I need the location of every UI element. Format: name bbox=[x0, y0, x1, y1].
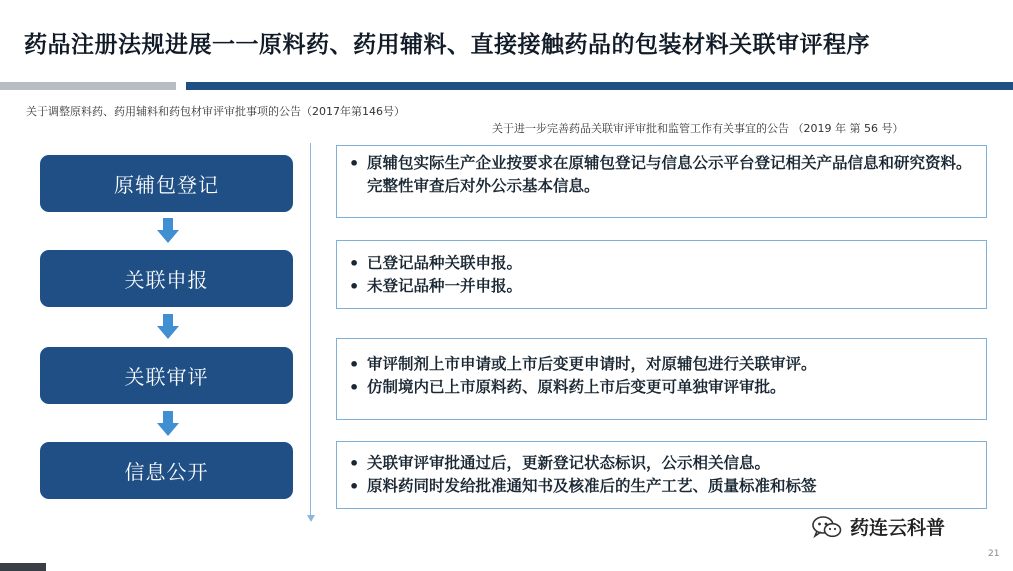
bullet-dot: • bbox=[349, 277, 360, 296]
step-registration bbox=[40, 155, 293, 212]
bullet-item bbox=[349, 475, 972, 498]
bullet-text: 已登记品种关联申报。 bbox=[367, 254, 523, 272]
title-divider-blue bbox=[186, 82, 1013, 90]
slide-title: 药品注册法规进展一一原料药、药用辅料、直接接触药品的包装材料关联审评程序 bbox=[24, 32, 870, 58]
bullet-dot: • bbox=[349, 154, 360, 173]
timeline-line bbox=[310, 143, 311, 517]
corner-mark bbox=[0, 563, 46, 571]
title-divider-grey bbox=[0, 82, 176, 90]
bullet-item bbox=[349, 452, 972, 475]
detail-box-associated-review bbox=[336, 338, 987, 420]
watermark-text: 药连云科普 bbox=[850, 517, 946, 539]
bullet-item bbox=[349, 275, 972, 298]
bullet-dot: • bbox=[349, 378, 360, 397]
step-label: 关联申报 bbox=[124, 268, 209, 292]
bullet-dot: • bbox=[349, 477, 360, 496]
timeline-arrow-icon bbox=[307, 515, 315, 522]
bullet-dot: • bbox=[349, 355, 360, 374]
bullet-text: 关联审评审批通过后，更新登记状态标识，公示相关信息。 bbox=[367, 454, 771, 472]
bullet-text: 原辅包实际生产企业按要求在原辅包登记与信息公示平台登记相关产品信息和研究资料。完整性审查后对外公示基本信息。 bbox=[367, 154, 972, 195]
down-arrow-icon bbox=[157, 411, 179, 437]
step-associated-review bbox=[40, 347, 293, 404]
wechat-icon bbox=[812, 515, 842, 539]
watermark bbox=[812, 513, 945, 540]
bullet-item bbox=[349, 252, 972, 275]
bullet-dot: • bbox=[349, 454, 360, 473]
bullet-text: 原料药同时发给批准通知书及核准后的生产工艺、质量标准和标签 bbox=[367, 477, 817, 495]
detail-box-information-disclosure bbox=[336, 441, 987, 509]
step-label: 关联审评 bbox=[124, 365, 209, 389]
step-associated-filing bbox=[40, 250, 293, 307]
page-number: 21 bbox=[988, 549, 1000, 559]
step-label: 信息公开 bbox=[124, 460, 209, 484]
bullet-item bbox=[349, 353, 972, 376]
reference-right: 关于进一步完善药品关联审评审批和监管工作有关事宜的公告 （2019 年 第 56 号） bbox=[492, 122, 904, 135]
detail-box-associated-filing bbox=[336, 240, 987, 309]
bullet-text: 未登记品种一并申报。 bbox=[367, 277, 523, 295]
reference-left: 关于调整原料药、药用辅料和药包材审评审批事项的公告（2017年第146号） bbox=[26, 105, 405, 118]
bullet-item bbox=[349, 376, 972, 399]
bullet-text: 审评制剂上市申请或上市后变更申请时，对原辅包进行关联审评。 bbox=[367, 355, 817, 373]
down-arrow-icon bbox=[157, 314, 179, 340]
detail-box-registration bbox=[336, 145, 987, 218]
bullet-item bbox=[349, 152, 972, 198]
step-label: 原辅包登记 bbox=[114, 173, 219, 197]
step-information-disclosure bbox=[40, 442, 293, 499]
bullet-dot: • bbox=[349, 254, 360, 273]
bullet-text: 仿制境内已上市原料药、原料药上市后变更可单独审评审批。 bbox=[367, 378, 786, 396]
down-arrow-icon bbox=[157, 218, 179, 244]
